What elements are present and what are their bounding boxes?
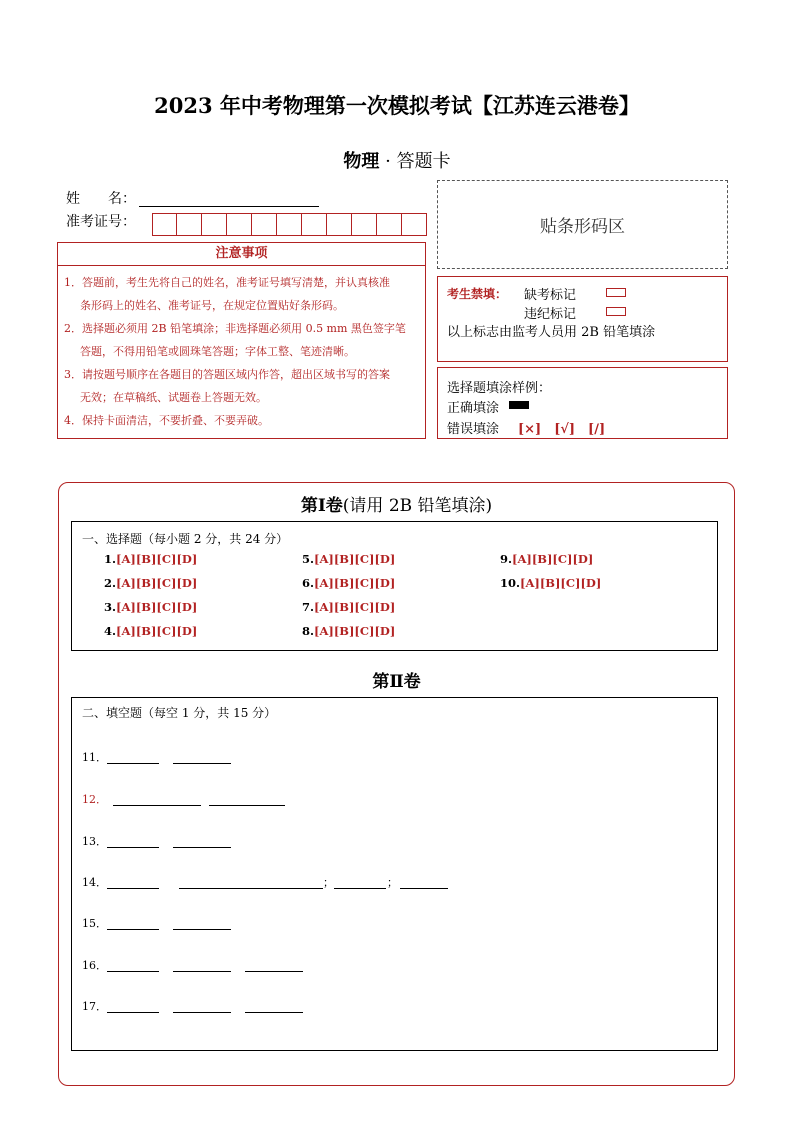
id-cell[interactable] [177,213,202,236]
answer-blank[interactable] [107,846,159,848]
sample-wrong-marks: [×] [√] [/] [518,422,606,437]
blank-number: 15． [82,917,107,930]
mc-question[interactable] [302,600,395,614]
page-title: 2023 年中考物理第一次模拟考试【江苏连云港卷】 [154,93,640,118]
question-number: 1. [104,552,117,566]
name-label: 姓 名： [66,191,136,207]
id-cell[interactable] [227,213,252,236]
proctor-box [437,276,728,362]
id-cell[interactable] [152,213,177,236]
mc-question[interactable] [104,552,197,566]
answer-blank[interactable] [113,804,201,806]
page-subtitle [0,147,794,173]
blank-number: 16． [82,959,107,972]
mc-question[interactable] [104,624,197,638]
sample-wrong-label: 错误填涂 [447,422,500,437]
part2-title: 第Ⅱ卷 [372,672,421,692]
notice-line: 4．保持卡面清洁，不要折叠、不要弄破。 [64,414,269,427]
fill-section-label: 二、填空题（每空 1 分，共 15 分） [82,706,277,720]
question-number: 5. [302,552,315,566]
blank-separator: ； [387,876,398,889]
notice-body [57,266,426,439]
question-number: 6. [302,576,315,590]
answer-options[interactable]: [A][B][C][D] [314,624,396,638]
answer-blank[interactable] [245,970,303,972]
absent-label: 缺考标记 [524,288,577,303]
name-field[interactable] [139,188,319,207]
answer-options[interactable]: [A][B][C][D] [116,600,198,614]
id-cell[interactable] [202,213,227,236]
subtitle-card: 答题卡 [396,151,451,172]
notice-heading: 注意事项 [57,242,426,266]
mc-question[interactable] [302,624,395,638]
id-cell[interactable] [327,213,352,236]
blank-number: 12． [82,793,107,806]
notice-item [64,271,419,317]
part1-title-main: 第Ⅰ卷 [300,496,343,516]
blank-number: 14． [82,876,107,889]
answer-blank[interactable] [400,887,448,889]
answer-blank[interactable] [107,970,159,972]
question-number: 4. [104,624,117,638]
mc-section [71,521,718,651]
question-number: 3. [104,600,117,614]
answer-blank[interactable] [107,1011,159,1013]
id-cell[interactable] [402,213,427,236]
barcode-area [437,180,728,269]
mc-question[interactable] [104,576,197,590]
mc-question[interactable] [500,552,593,566]
notice-line: 3．请按题号顺序在各题目的答题区域内作答，超出区域书写的答案 [64,368,390,381]
mc-section-label: 一、选择题（每小题 2 分，共 24 分） [82,532,289,546]
mc-question[interactable] [104,600,197,614]
answer-blank[interactable] [173,846,231,848]
answer-blank[interactable] [209,804,285,806]
id-cell[interactable] [377,213,402,236]
answer-blank[interactable] [173,970,231,972]
notice-line: 条形码上的姓名、准考证号，在规定位置贴好条形码。 [80,299,344,312]
proctor-note: 以上标志由监考人员用 2B 铅笔填涂 [447,325,656,340]
id-cell[interactable] [277,213,302,236]
answer-options[interactable]: [A][B][C][D] [512,552,594,566]
notice-item [64,409,419,432]
notice-item [64,363,419,409]
answer-blank[interactable] [245,1011,303,1013]
sample-label: 选择题填涂样例： [447,381,552,396]
subtitle-separator: · [385,151,391,172]
id-cell[interactable] [352,213,377,236]
answer-blank[interactable] [107,887,159,889]
absent-mark[interactable] [606,288,626,297]
notice-item [64,317,419,363]
question-number: 10. [500,576,521,590]
answer-blank[interactable] [107,762,159,764]
answer-options[interactable]: [A][B][C][D] [116,576,198,590]
mc-question[interactable] [500,576,601,590]
answer-options[interactable]: [A][B][C][D] [520,576,602,590]
answer-blank[interactable] [334,887,386,889]
violation-label: 违纪标记 [524,307,577,322]
answer-blank[interactable] [179,887,323,889]
answer-options[interactable]: [A][B][C][D] [116,624,198,638]
answer-blank[interactable] [173,1011,231,1013]
answer-options[interactable]: [A][B][C][D] [314,576,396,590]
question-number: 8. [302,624,315,638]
barcode-label: 贴条形码区 [540,217,625,237]
id-label: 准考证号： [66,214,136,230]
blank-number: 13． [82,835,107,848]
part1-title-note: (请用 2B 铅笔填涂) [342,496,493,516]
mc-question[interactable] [302,576,395,590]
correct-fill-mark [509,401,529,409]
proctor-label: 考生禁填： [447,287,508,301]
answer-options[interactable]: [A][B][C][D] [314,600,396,614]
notice-line: 1．答题前，考生先将自己的姓名，准考证号填写清楚，并认真核准 [64,276,390,289]
answer-blank[interactable] [173,762,231,764]
answer-options[interactable]: [A][B][C][D] [116,552,198,566]
notice-line: 2．选择题必须用 2B 铅笔填涂；非选择题必须用 0.5 mm 黑色签字笔 [64,322,406,335]
mc-question[interactable] [302,552,395,566]
sample-correct-label: 正确填涂 [447,401,500,416]
subtitle-subject: 物理 [343,151,380,172]
notice-line: 答题，不得用铅笔或圆珠笔答题；字体工整、笔迹清晰。 [80,345,355,358]
fill-sample-box [437,367,728,439]
question-number: 2. [104,576,117,590]
fill-blank-section [71,697,718,1051]
id-cell[interactable] [252,213,277,236]
answer-blank[interactable] [107,928,159,930]
blank-separator: ； [323,876,334,889]
blank-number: 17． [82,1000,107,1013]
question-number: 9. [500,552,513,566]
violation-mark[interactable] [606,307,626,316]
part1-title [58,491,735,516]
exam-id-boxes[interactable] [152,213,427,236]
answer-options[interactable]: [A][B][C][D] [314,552,396,566]
notice-line: 无效；在草稿纸、试题卷上答题无效。 [80,391,267,404]
answer-blank[interactable] [173,928,231,930]
id-cell[interactable] [302,213,327,236]
blank-number: 11． [82,751,107,764]
question-number: 7. [302,600,315,614]
